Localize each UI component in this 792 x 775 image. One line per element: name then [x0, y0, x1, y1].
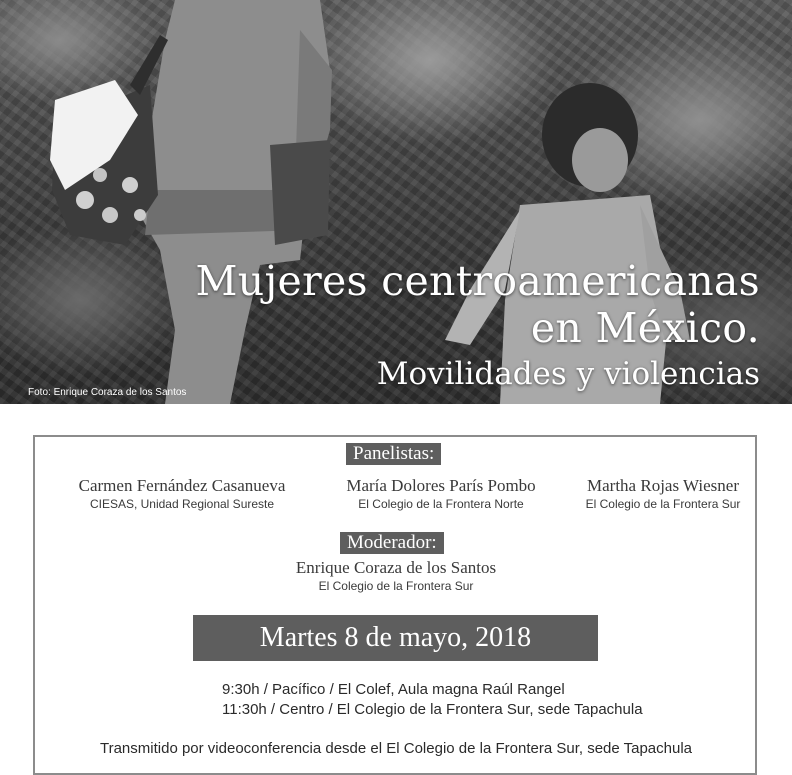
panelists-label: Panelistas: [346, 443, 441, 465]
hero-title-line1: Mujeres centroamericanas [195, 257, 760, 305]
moderator-institution: El Colegio de la Frontera Sur [318, 579, 474, 593]
panelist-name: Martha Rojas Wiesner [587, 476, 739, 495]
panelist-name: María Dolores París Pombo [346, 476, 536, 495]
panelist-3 [533, 476, 792, 512]
moderator [266, 558, 526, 594]
panelist-1 [52, 476, 312, 512]
schedule-item-2: 11:30h / Centro / El Colegio de la Frontera Sur, sede Tapachula [222, 701, 643, 718]
hero-subtitle: Movilidades y violencias [376, 356, 760, 392]
hero-title [196, 258, 760, 352]
event-date: Martes 8 de mayo, 2018 [193, 615, 598, 661]
hero-title-line2: en México. [530, 304, 760, 352]
panelist-name: Carmen Fernández Casanueva [78, 476, 286, 495]
moderator-label: Moderador: [340, 532, 444, 554]
panelist-2 [311, 476, 571, 512]
panelist-institution: El Colegio de la Frontera Sur [585, 497, 741, 511]
panelist-institution: CIESAS, Unidad Regional Sureste [89, 497, 275, 511]
broadcast-note: Transmitido por videoconferencia desde el El Colegio de la Frontera Sur, sede Tapachula [99, 740, 693, 757]
panelist-institution: El Colegio de la Frontera Norte [358, 497, 524, 511]
moderator-name: Enrique Coraza de los Santos [295, 558, 497, 577]
schedule-item-1: 9:30h / Pacífico / El Colef, Aula magna Raúl Rangel [222, 681, 565, 698]
photo-credit: Foto: Enrique Coraza de los Santos [28, 387, 187, 398]
